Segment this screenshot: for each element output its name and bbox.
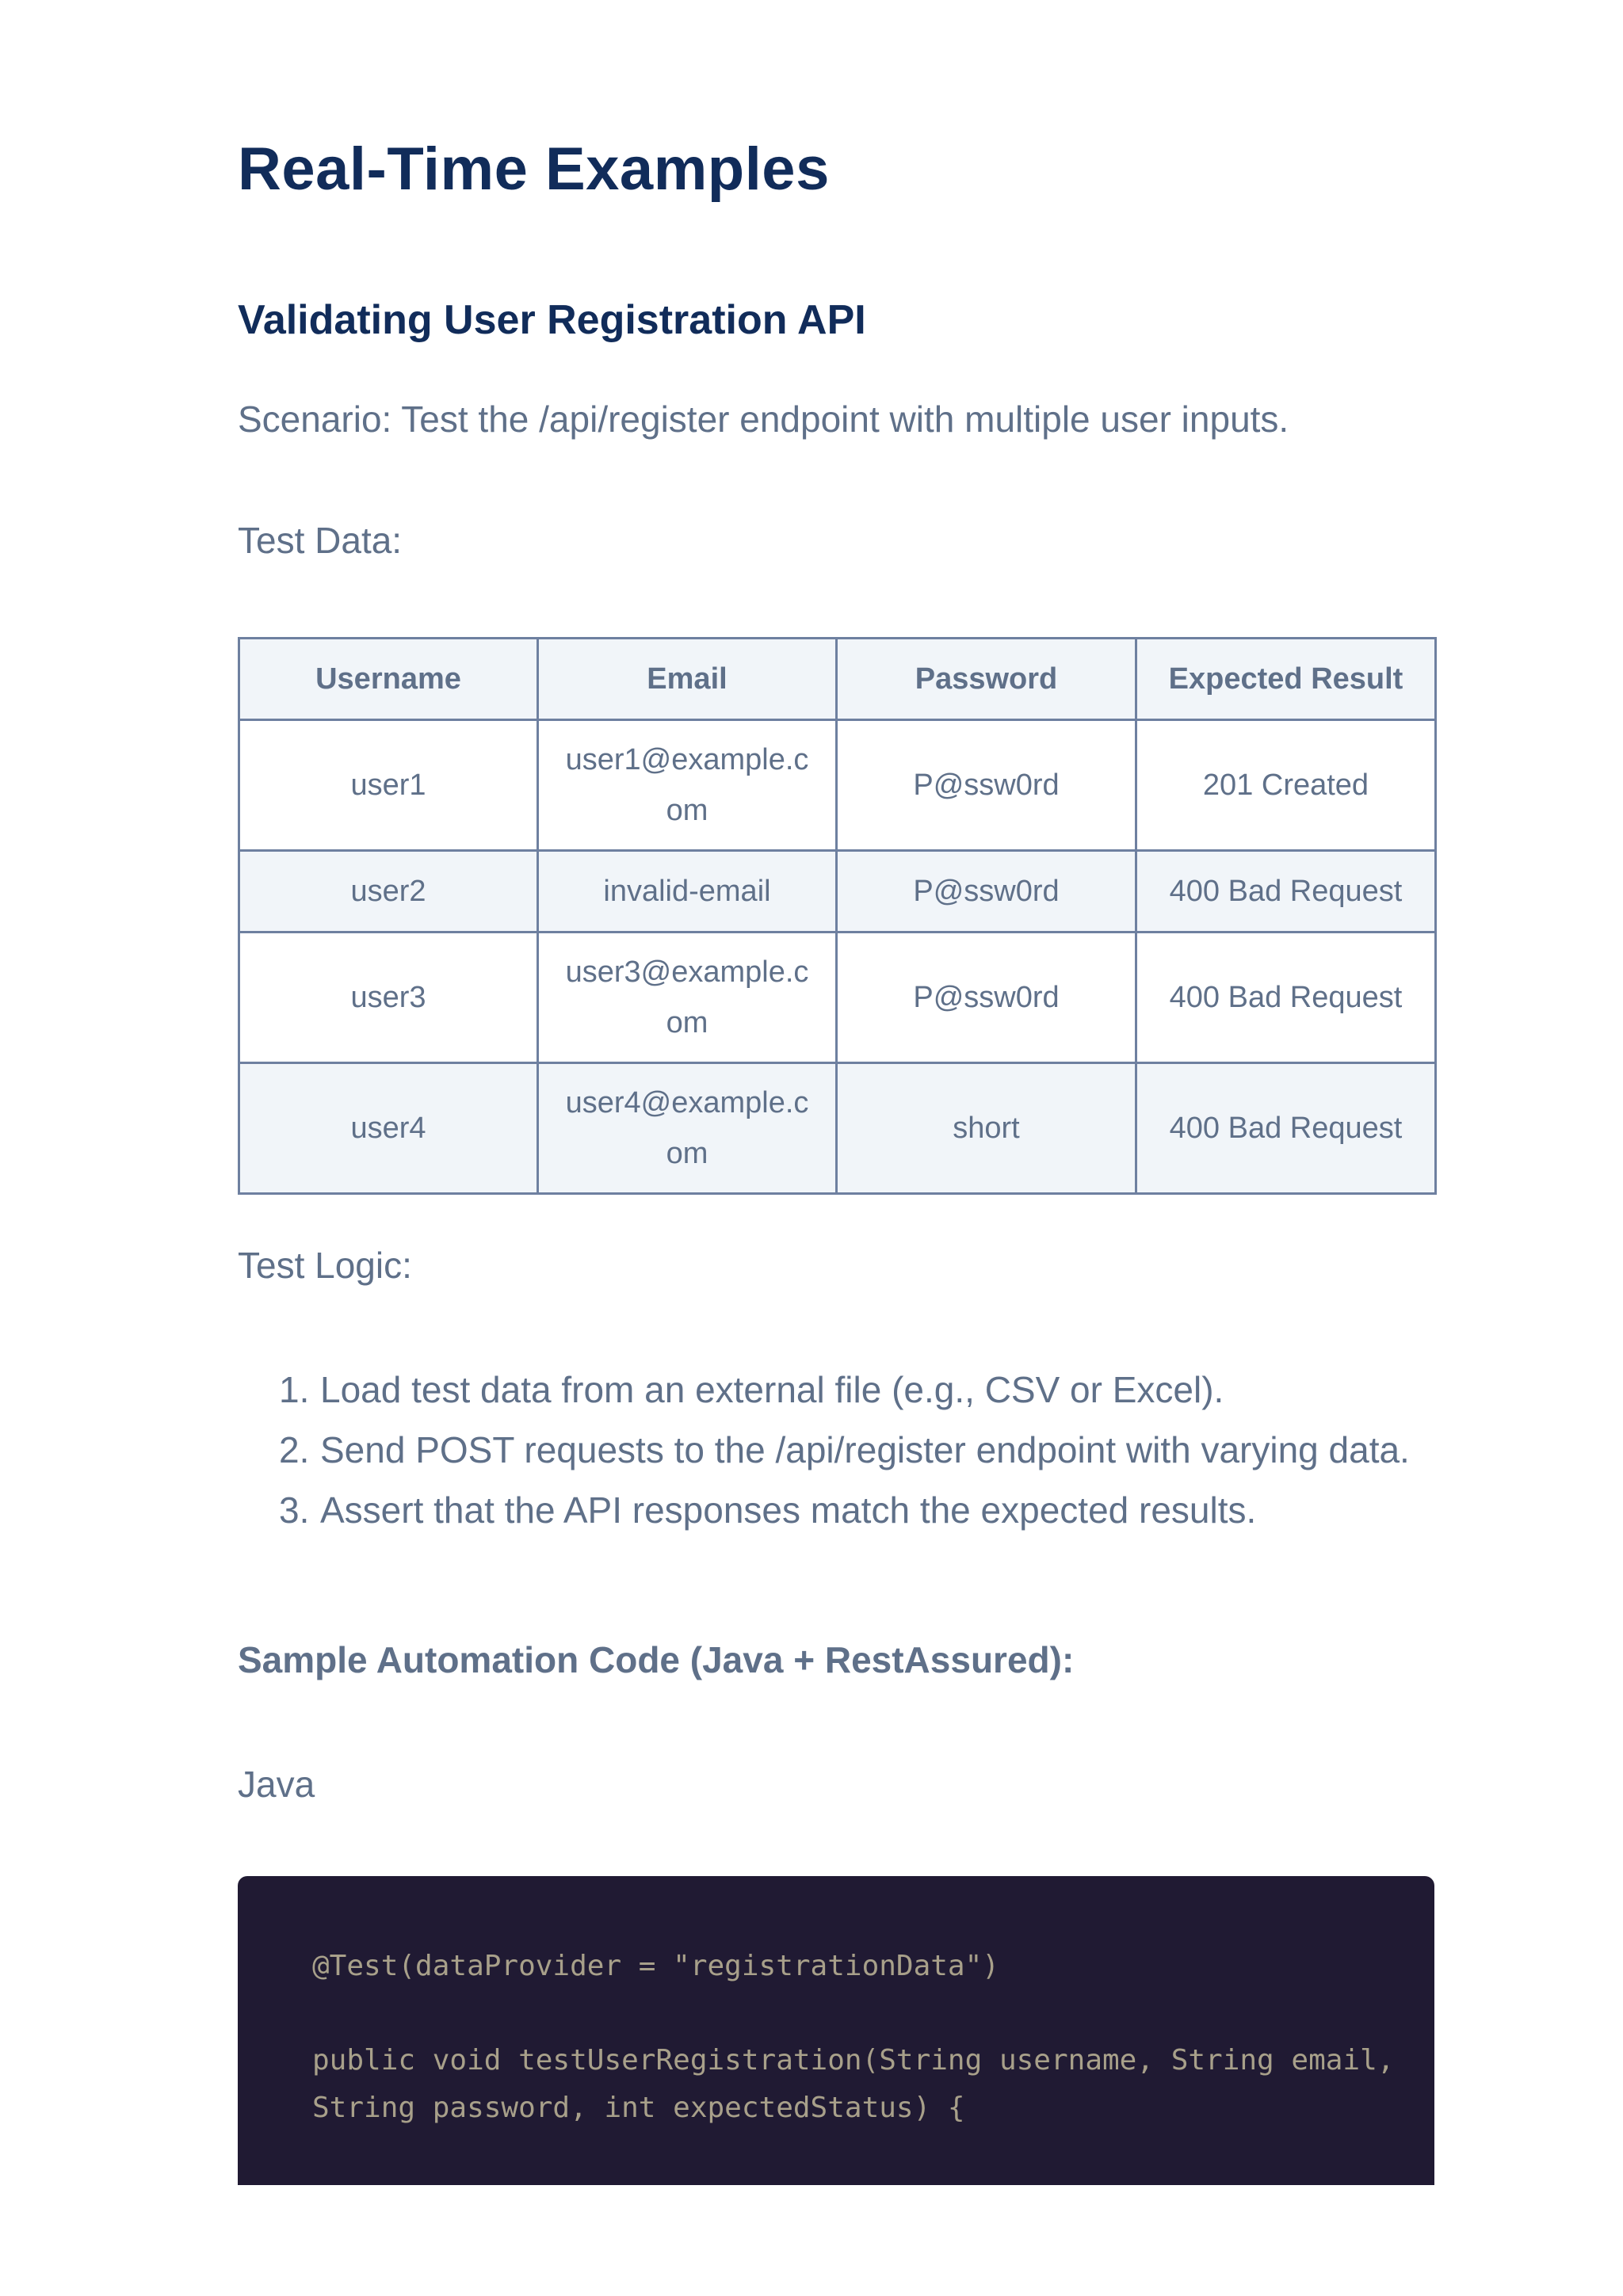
list-item [279,1420,1428,1480]
list-item-text: Assert that the API responses match the expected results. [320,1489,1257,1531]
column-header-expected-result: Expected Result [1136,639,1436,720]
table-cell-password: short [837,1063,1136,1194]
list-item-text: Load test data from an external file (e.g., CSV or Excel). [320,1369,1224,1410]
table-cell-expected-result: 400 Bad Request [1136,1063,1436,1194]
column-header-email: Email [538,639,837,720]
table-row [239,1063,1436,1194]
code-line: @Test(dataProvider = "registrationData") [312,1950,999,1982]
table-cell-email: user3@example.com [538,933,837,1063]
code-line: public void testUserRegistration(String username, String email, [312,2044,1395,2077]
table-cell-username: user3 [239,933,538,1063]
scenario-text: Scenario: Test the /api/register endpoint with multiple user inputs. [238,399,1289,440]
table-row [239,851,1436,933]
table-header-row [239,639,1436,720]
table-cell-expected-result: 400 Bad Request [1136,933,1436,1063]
table-cell-username: user4 [239,1063,538,1194]
list-item-text: Send POST requests to the /api/register endpoint with varying data. [320,1429,1410,1470]
table-row [239,933,1436,1063]
column-header-username: Username [239,639,538,720]
table-cell-email: user1@example.com [538,720,837,851]
code-language-label: Java [238,1764,315,1805]
test-data-table [238,637,1437,1195]
list-item [279,1360,1428,1420]
list-item-number: 2. [279,1429,310,1470]
code-block[interactable] [238,1876,1434,2185]
page-title: Real-Time Examples [238,135,830,203]
section-subtitle: Validating User Registration API [238,297,866,343]
table-cell-email: user4@example.com [538,1063,837,1194]
table-cell-email: invalid-email [538,851,837,933]
test-data-label: Test Data: [238,520,403,561]
list-item-number: 3. [279,1489,310,1531]
code-line: String password, int expectedStatus) { [312,2092,965,2124]
list-item-number: 1. [279,1369,310,1410]
code-section-heading: Sample Automation Code (Java + RestAssured): [238,1639,1075,1680]
table-cell-password: P@ssw0rd [837,851,1136,933]
table-cell-username: user2 [239,851,538,933]
table-row [239,720,1436,851]
table-cell-expected-result: 201 Created [1136,720,1436,851]
column-header-password: Password [837,639,1136,720]
list-item [279,1480,1428,1540]
table-cell-password: P@ssw0rd [837,933,1136,1063]
table-cell-password: P@ssw0rd [837,720,1136,851]
test-logic-steps [279,1360,1428,1540]
table-cell-expected-result: 400 Bad Request [1136,851,1436,933]
table-cell-username: user1 [239,720,538,851]
test-logic-label: Test Logic: [238,1245,412,1286]
